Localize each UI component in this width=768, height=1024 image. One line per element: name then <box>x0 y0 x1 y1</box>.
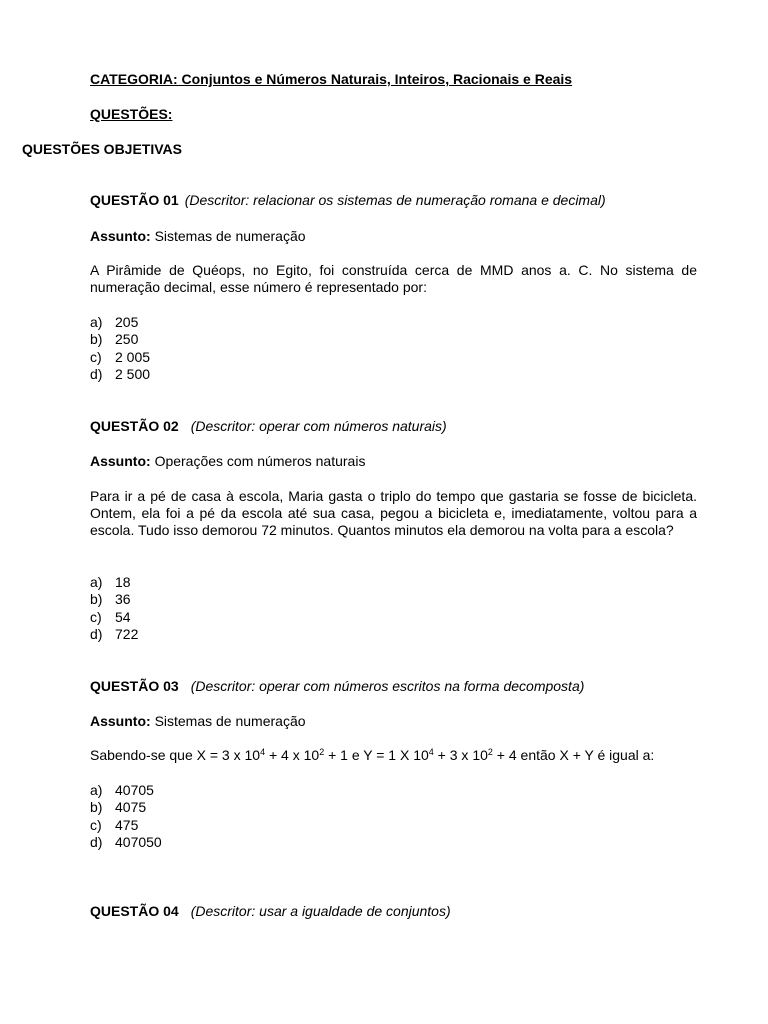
question-03-subject: Assunto: Sistemas de numeração <box>90 713 306 729</box>
question-title: QUESTÃO 01 <box>90 192 179 208</box>
option-b: b) 250 <box>90 331 139 348</box>
question-02-options <box>90 574 697 643</box>
option-c: c) 54 <box>90 608 131 625</box>
question-title: QUESTÃO 04 <box>90 903 179 919</box>
question-04-header <box>90 903 697 920</box>
question-01-text: A Pirâmide de Quéops, no Egito, foi construída cerca de MMD anos a. C. No sistema de numeração decimal, esse número é representado por: <box>90 262 697 295</box>
objective-questions-heading: QUESTÕES OBJETIVAS <box>22 141 182 157</box>
option-a: a) 40705 <box>90 782 154 798</box>
question-descriptor: (Descritor: operar com números escritos na forma decomposta) <box>190 678 585 694</box>
question-01-header <box>90 192 697 209</box>
question-03-options <box>90 782 697 851</box>
question-title: QUESTÃO 02 <box>90 418 179 434</box>
option-b: b) 4075 <box>90 799 147 816</box>
question-02-header <box>90 418 697 435</box>
option-c: c) 475 <box>90 816 139 833</box>
option-a: a) 205 <box>90 314 139 330</box>
option-d: d) 2 500 <box>90 365 151 382</box>
option-d: d) 407050 <box>90 833 162 850</box>
option-a: a) 18 <box>90 574 131 590</box>
question-01-options <box>90 314 697 383</box>
category-heading: CATEGORIA: Conjuntos e Números Naturais, Inteiros, Racionais e Reais <box>90 71 573 87</box>
question-03-header <box>90 678 697 695</box>
option-c: c) 2 005 <box>90 348 151 365</box>
questions-heading: QUESTÕES: <box>90 106 173 122</box>
question-title: QUESTÃO 03 <box>90 678 179 694</box>
question-descriptor: (Descritor: usar a igualdade de conjuntos) <box>190 903 451 919</box>
question-02-text: Para ir a pé de casa à escola, Maria gasta o triplo do tempo que gastaria se fosse de bicicleta. Ontem, ela foi a pé da escola até sua casa, pegou a bicicleta e, imediatamente, voltou para a escola. Tudo isso demorou 72 minutos. Quantos minutos ela demorou na volta para a escola? <box>90 488 697 538</box>
question-descriptor: (Descritor: relacionar os sistemas de numeração romana e decimal) <box>184 192 606 208</box>
question-descriptor: (Descritor: operar com números naturais) <box>190 418 447 434</box>
question-03-text: Sabendo-se que X = 3 x $10^4 + 4$ x $10^2 + 1$ e Y = 1 X $10^4 + 3$ x $10^2 + 4$ então X + Y é igual a: <box>90 747 655 763</box>
option-b: b) 36 <box>90 591 131 608</box>
question-02-subject: Assunto: Operações com números naturais <box>90 453 366 469</box>
option-d: d) 722 <box>90 625 139 642</box>
question-01-subject: Assunto: Sistemas de numeração <box>90 228 306 244</box>
